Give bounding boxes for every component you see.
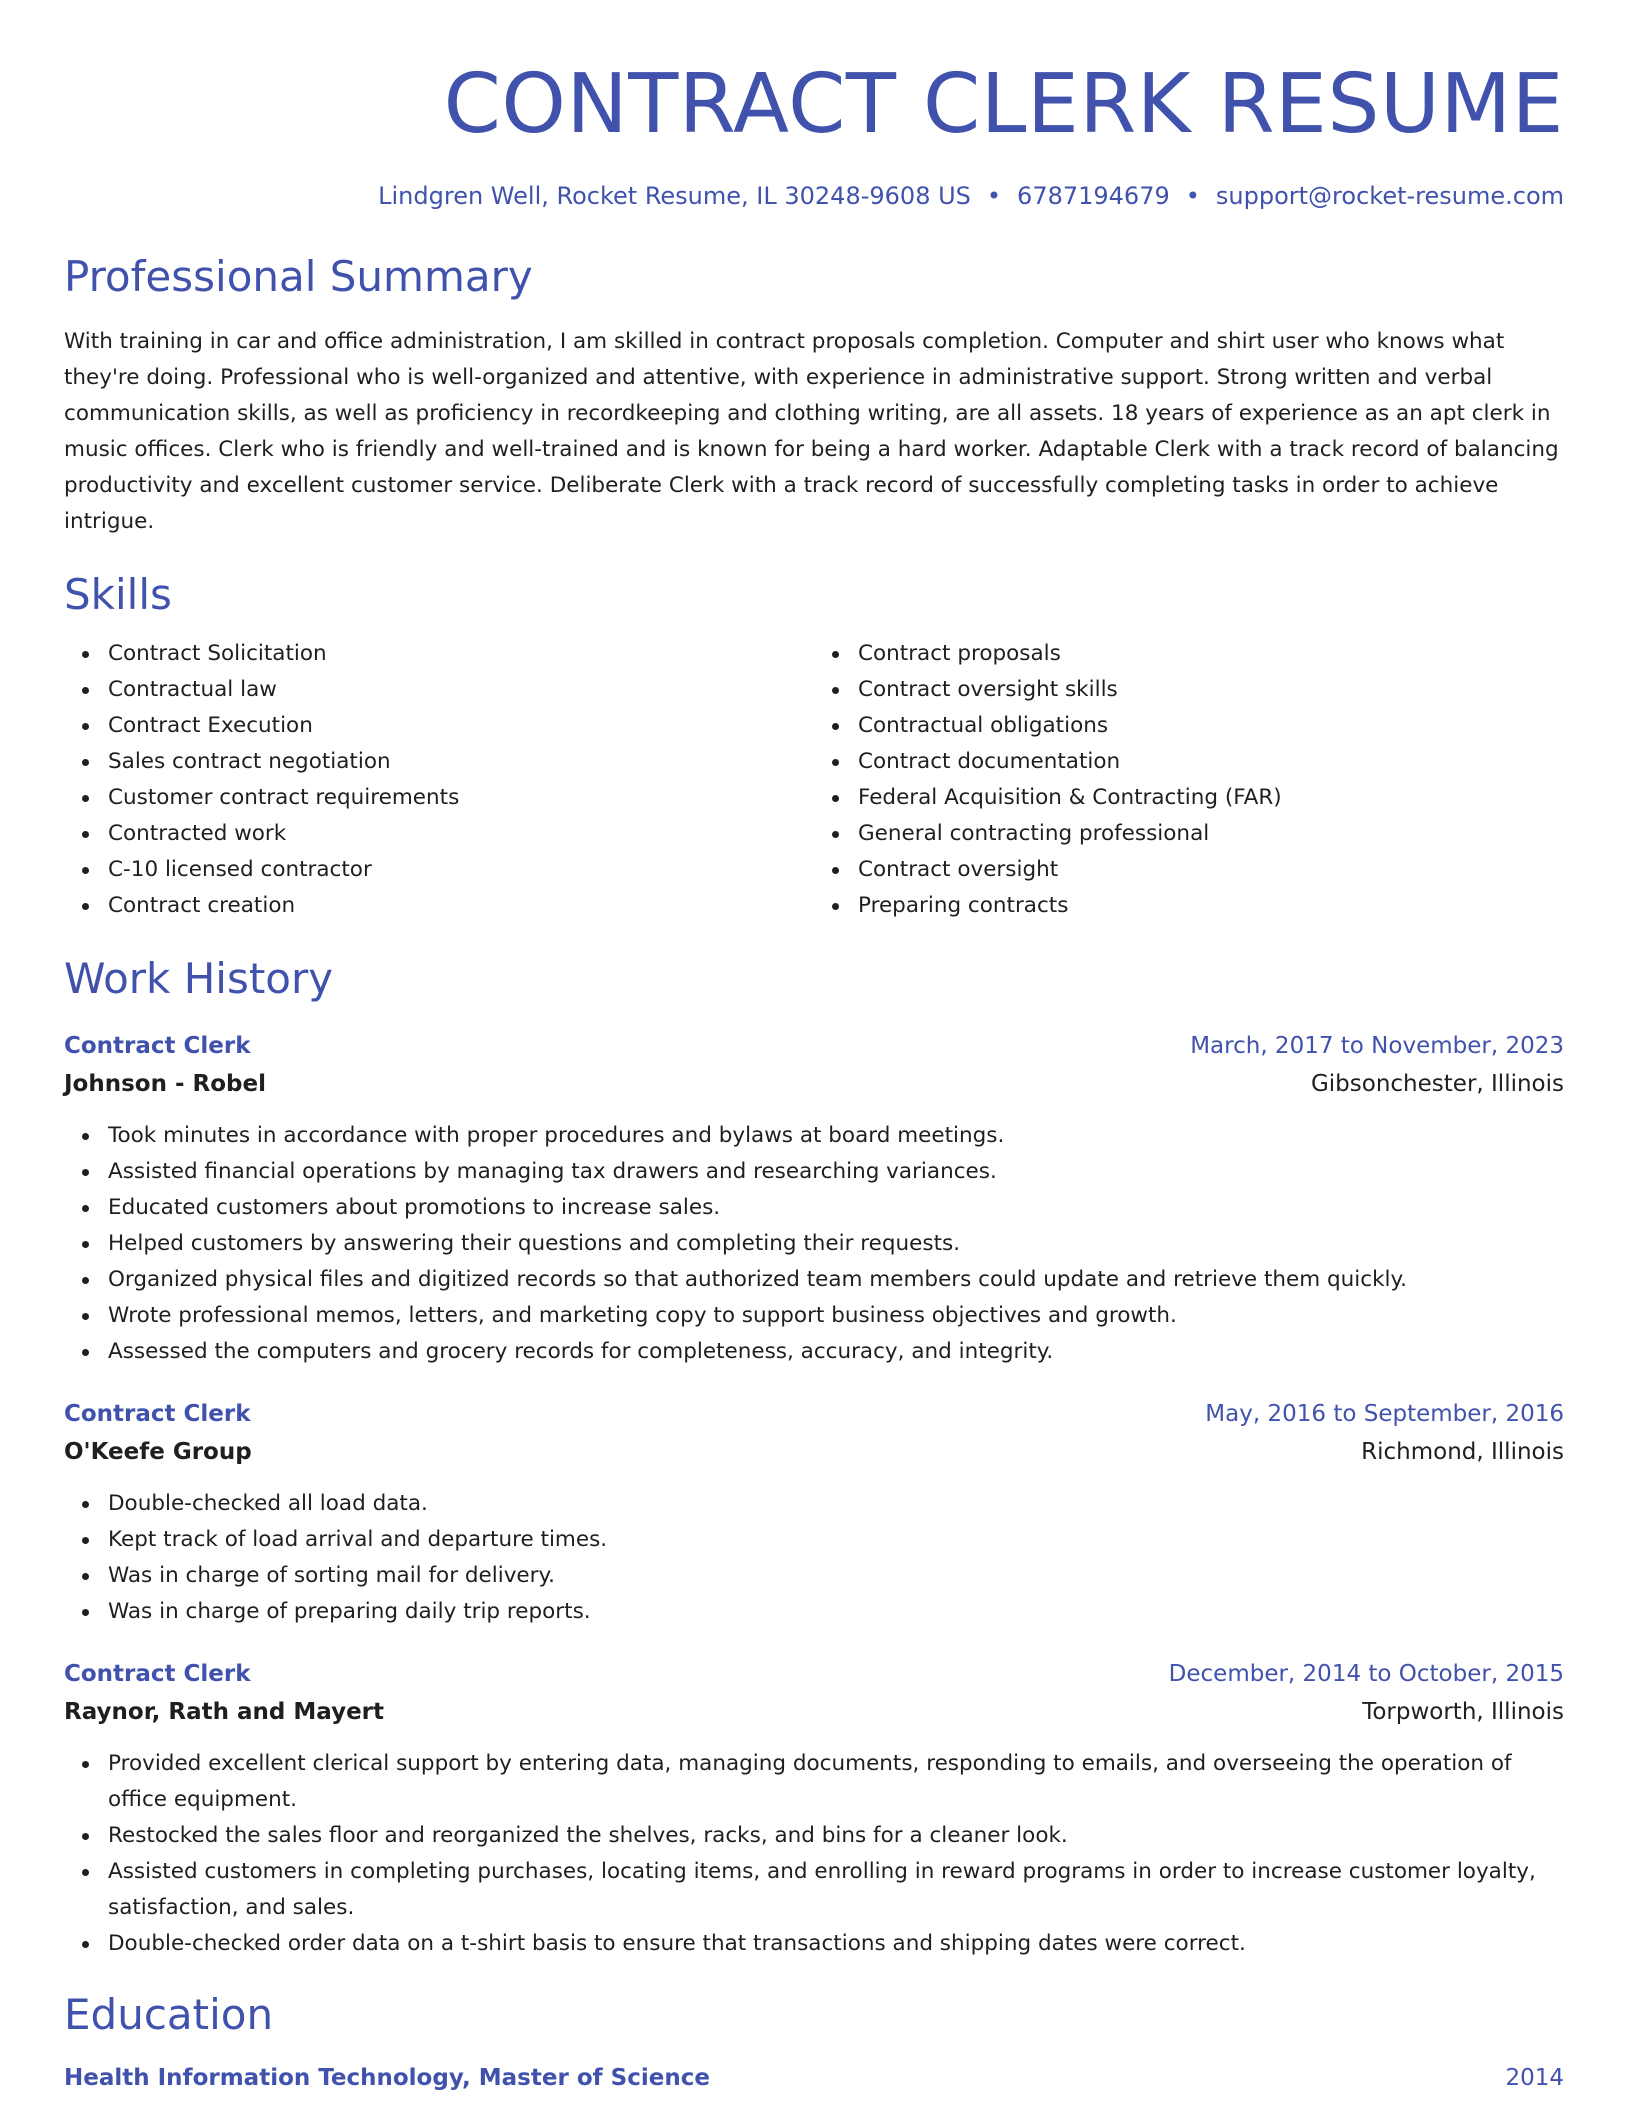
resume-page	[64, 0, 1564, 2096]
job-title: Contract Clerk	[64, 1033, 251, 1059]
contact-email: support@rocket-resume.com	[1215, 182, 1564, 210]
job-company: Raynor, Rath and Mayert	[64, 1699, 385, 1725]
skill-item: Customer contract requirements	[108, 780, 814, 816]
contact-line	[64, 182, 1564, 210]
job-bullet: Assisted financial operations by managing tax drawers and researching variances.	[108, 1154, 1564, 1190]
job-bullet: Double-checked order data on a t-shirt basis to ensure that transactions and shipping dates were correct.	[108, 1926, 1564, 1962]
skills-grid	[64, 636, 1564, 924]
job-company: O'Keefe Group	[64, 1439, 252, 1465]
job-bullet: Kept track of load arrival and departure times.	[108, 1522, 1564, 1558]
skill-item: C-10 licensed contractor	[108, 852, 814, 888]
job-bullets	[64, 1118, 1564, 1370]
contact-address: Lindgren Well, Rocket Resume, IL 30248-9608 US	[378, 182, 971, 210]
contact-separator: •	[1185, 182, 1200, 210]
job-bullet: Assisted customers in completing purchases, locating items, and enrolling in reward programs in order to increase customer loyalty, satisfaction, and sales.	[108, 1854, 1564, 1926]
resume-title: CONTRACT CLERK RESUME	[443, 57, 1564, 152]
education-year: 2014	[1505, 2065, 1564, 2091]
skill-item: Contracted work	[108, 816, 814, 852]
skills-column-left	[64, 636, 814, 924]
skill-item: Preparing contracts	[858, 888, 1564, 924]
skills-heading: Skills	[64, 570, 172, 619]
job-bullet: Was in charge of sorting mail for delivery.	[108, 1558, 1564, 1594]
skill-item: Federal Acquisition & Contracting (FAR)	[858, 780, 1564, 816]
skills-column-right	[814, 636, 1564, 924]
job-dates: March, 2017 to November, 2023	[1190, 1033, 1564, 1059]
skill-item: Contractual law	[108, 672, 814, 708]
job-bullet: Double-checked all load data.	[108, 1486, 1564, 1522]
job-bullet: Took minutes in accordance with proper procedures and bylaws at board meetings.	[108, 1118, 1564, 1154]
job-bullet: Assessed the computers and grocery records for completeness, accuracy, and integrity.	[108, 1334, 1564, 1370]
skill-item: Contractual obligations	[858, 708, 1564, 744]
summary-text: With training in car and office administration, I am skilled in contract proposals completion. Computer and shirt user who knows what they're doing. Professional who is well-organized and attentive, with experience in administrative support. Strong written and verbal communication skills, as well as proficiency in recordkeeping and clothing writing, are all assets. 18 years of experience as an apt clerk in music offices. Clerk who is friendly and well-trained and is known for being a hard worker. Adaptable Clerk with a track record of balancing productivity and excellent customer service. Deliberate Clerk with a track record of successfully completing tasks in order to achieve intrigue.	[64, 329, 1559, 534]
education-heading: Education	[64, 1990, 274, 2039]
job-entry	[64, 1656, 1564, 1962]
job-bullet: Organized physical files and digitized records so that authorized team members could update and retrieve them quickly.	[108, 1262, 1564, 1298]
job-dates: May, 2016 to September, 2016	[1205, 1401, 1564, 1427]
job-bullet: Was in charge of preparing daily trip reports.	[108, 1594, 1564, 1630]
job-dates: December, 2014 to October, 2015	[1168, 1661, 1564, 1687]
job-bullet: Restocked the sales floor and reorganized the shelves, racks, and bins for a cleaner look.	[108, 1818, 1564, 1854]
job-entry	[64, 1028, 1564, 1370]
job-title: Contract Clerk	[64, 1401, 251, 1427]
skill-item: Contract Solicitation	[108, 636, 814, 672]
skill-item: Sales contract negotiation	[108, 744, 814, 780]
job-bullets	[64, 1486, 1564, 1630]
skill-item: Contract oversight	[858, 852, 1564, 888]
skill-item: Contract Execution	[108, 708, 814, 744]
job-bullets	[64, 1746, 1564, 1962]
job-title: Contract Clerk	[64, 1661, 251, 1687]
job-location: Torpworth, Illinois	[1362, 1699, 1564, 1725]
job-location: Richmond, Illinois	[1361, 1439, 1564, 1465]
skill-item: Contract creation	[108, 888, 814, 924]
job-location: Gibsonchester, Illinois	[1310, 1071, 1564, 1097]
education-degree: Health Information Technology, Master of Science	[64, 2065, 710, 2091]
education-entry	[64, 2060, 1564, 2096]
contact-phone: 6787194679	[1017, 182, 1170, 210]
summary-heading: Professional Summary	[64, 252, 533, 301]
job-bullet: Helped customers by answering their questions and completing their requests.	[108, 1226, 1564, 1262]
job-bullet: Provided excellent clerical support by entering data, managing documents, responding to emails, and overseeing the operation of office equipment.	[108, 1746, 1564, 1818]
skill-item: Contract oversight skills	[858, 672, 1564, 708]
skill-item: General contracting professional	[858, 816, 1564, 852]
work-history-heading: Work History	[64, 954, 334, 1003]
job-bullet: Educated customers about promotions to increase sales.	[108, 1190, 1564, 1226]
skill-item: Contract proposals	[858, 636, 1564, 672]
skill-item: Contract documentation	[858, 744, 1564, 780]
contact-separator: •	[986, 182, 1002, 210]
job-bullet: Wrote professional memos, letters, and marketing copy to support business objectives and growth.	[108, 1298, 1564, 1334]
job-entry	[64, 1396, 1564, 1630]
job-company: Johnson - Robel	[64, 1071, 266, 1097]
